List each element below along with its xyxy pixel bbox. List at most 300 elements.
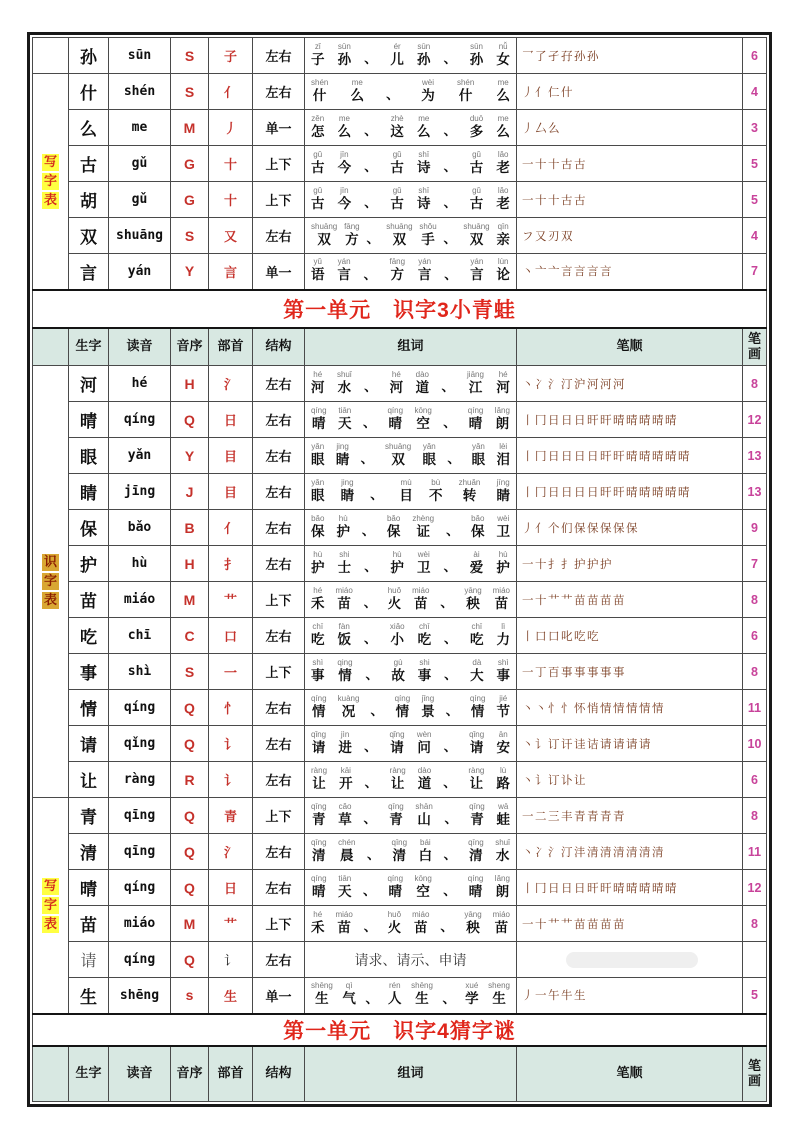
syllable-hanzi: 山 <box>417 811 431 827</box>
alphabetical-initial-cell: M <box>171 110 209 146</box>
syllable-pinyin: yāng <box>464 585 482 595</box>
compound-words-plain: 请求、请示、申请 <box>354 951 467 968</box>
syllable-pinyin: shuāng <box>311 221 338 231</box>
syllable-pinyin: ràng <box>468 765 485 775</box>
radical-cell: 亻 <box>209 510 253 546</box>
syllable-pinyin: me <box>351 77 363 87</box>
structure-cell: 上下 <box>253 582 305 618</box>
syllable-hanzi: 保 <box>471 523 485 539</box>
stroke-order-cell: 一十十古古 <box>517 182 743 218</box>
syllable-pinyin: qíng <box>467 405 484 415</box>
syllable <box>390 767 406 793</box>
syllable-hanzi: 天 <box>338 415 352 431</box>
syllable-pinyin: ràng <box>311 765 328 775</box>
syllable-pinyin: jǐng <box>421 693 435 703</box>
compound-words-cell <box>305 870 517 906</box>
character-cell: 睛 <box>69 474 109 510</box>
alphabetical-initial-cell: s <box>171 978 209 1014</box>
syllable-hanzi: 护 <box>336 523 350 539</box>
stroke-order-cell: 丶讠订讣让 <box>517 762 743 798</box>
syllable <box>311 767 327 793</box>
syllable-hanzi: 清 <box>392 847 407 863</box>
syllable <box>311 479 325 505</box>
syllable <box>495 407 510 433</box>
syllable-hanzi: 情 <box>338 667 352 683</box>
compound-words-cell <box>305 402 517 438</box>
syllable-hanzi: 古 <box>311 195 325 211</box>
syllable <box>496 151 510 177</box>
syllable <box>338 115 352 141</box>
syllable <box>390 43 404 69</box>
syllable-hanzi: 苗 <box>494 595 509 611</box>
syllable <box>497 623 511 649</box>
alphabetical-initial-cell: M <box>171 582 209 618</box>
character-cell: 吃 <box>69 618 109 654</box>
syllable <box>496 731 510 757</box>
word-separator: 、 <box>444 667 458 683</box>
stroke-count-cell: 7 <box>743 546 767 582</box>
pronunciation-cell: chī <box>109 618 171 654</box>
syllable-hanzi: 女 <box>496 51 510 67</box>
syllable-pinyin: lǎng <box>494 873 510 883</box>
syllable <box>471 515 485 541</box>
word-separator: 、 <box>440 595 454 611</box>
pronunciation-cell: gǔ <box>109 146 171 182</box>
syllable-hanzi: 子 <box>311 51 325 67</box>
syllable <box>419 223 436 249</box>
radical-cell: 十 <box>209 146 253 182</box>
syllable-pinyin: me <box>338 113 350 123</box>
vocab-row <box>33 726 767 762</box>
structure-cell: 左右 <box>253 942 305 978</box>
character-cell: 什 <box>69 74 109 110</box>
syllable <box>385 443 411 469</box>
syllable-pinyin: yǎn <box>422 441 436 451</box>
syllable-pinyin: gǔ <box>472 185 481 195</box>
syllable-pinyin: duō <box>469 113 484 123</box>
syllable-hanzi: 朗 <box>495 415 510 431</box>
syllable-hanzi: 小 <box>390 631 405 647</box>
syllable-hanzi: 清 <box>469 847 483 863</box>
syllable <box>496 115 510 141</box>
syllable-pinyin: qing <box>337 657 353 667</box>
compound-words-cell <box>305 762 517 798</box>
structure-cell: 单一 <box>253 254 305 290</box>
syllable <box>338 43 352 69</box>
stroke-count-cell: 11 <box>743 834 767 870</box>
section-title: 第一单元 识字3小青蛙 <box>33 290 767 328</box>
word-separator: 、 <box>364 775 378 791</box>
syllable-hanzi: 蛙 <box>496 811 510 827</box>
syllable-pinyin: gǔ <box>472 149 481 159</box>
syllable-hanzi: 老 <box>496 159 510 175</box>
syllable-pinyin: gǔ <box>392 149 402 159</box>
syllable-hanzi: 眼 <box>422 451 437 467</box>
stroke-count-cell: 11 <box>743 690 767 726</box>
character-cell: 护 <box>69 546 109 582</box>
compound-words <box>311 695 510 721</box>
compound-words-cell <box>305 474 517 510</box>
compound-words <box>311 623 510 649</box>
syllable-pinyin: shi <box>419 657 430 667</box>
syllable-hanzi: 古 <box>311 159 325 175</box>
alphabetical-initial-cell: Q <box>171 690 209 726</box>
section-label-char: 表 <box>43 191 57 207</box>
section-title-row <box>33 1014 767 1046</box>
syllable <box>468 767 484 793</box>
stroke-order-cell <box>517 942 743 978</box>
structure-cell: 上下 <box>253 146 305 182</box>
pronunciation-cell: bǎo <box>109 510 171 546</box>
alphabetical-initial-cell: S <box>171 38 209 74</box>
compound-words <box>311 151 510 177</box>
syllable-hanzi: 情 <box>395 703 410 719</box>
pronunciation-cell: yán <box>109 254 171 290</box>
syllable-hanzi: 水 <box>495 847 510 863</box>
syllable <box>421 79 435 105</box>
section-label <box>33 74 69 290</box>
syllable-pinyin: qì <box>345 981 353 991</box>
syllable <box>311 443 325 469</box>
syllable-hanzi: 晴 <box>388 415 402 431</box>
column-header-4: 部首 <box>209 1046 253 1102</box>
compound-words-cell <box>305 582 517 618</box>
syllable <box>390 371 404 397</box>
radical-cell: 日 <box>209 402 253 438</box>
compound-words-cell <box>305 218 517 254</box>
word-separator: 、 <box>443 51 457 67</box>
syllable <box>386 223 412 249</box>
stroke-count-cell: 9 <box>743 510 767 546</box>
syllable-pinyin: shī <box>418 185 430 195</box>
syllable-pinyin: shuǐ <box>495 837 510 847</box>
stroke-order-cell: 丿亻个们保保保保保 <box>517 510 743 546</box>
syllable-pinyin: miáo <box>412 585 430 595</box>
table-header-row <box>33 1046 767 1102</box>
pronunciation-cell: hé <box>109 366 171 402</box>
syllable <box>390 187 404 213</box>
stroke-order-cell: 丨冂日日日日旰旰晴晴晴晴晴 <box>517 474 743 510</box>
pronunciation-cell: hù <box>109 546 171 582</box>
syllable-pinyin: qíng <box>387 873 404 883</box>
syllable-hanzi: 眼 <box>311 487 325 503</box>
vocab-row <box>33 510 767 546</box>
section-label <box>33 798 69 1014</box>
syllable-hanzi: 什 <box>458 87 473 103</box>
syllable <box>311 151 325 177</box>
structure-cell: 左右 <box>253 438 305 474</box>
compound-words-cell <box>305 978 517 1014</box>
syllable-pinyin: ān <box>498 729 508 739</box>
syllable-hanzi: 朗 <box>495 883 510 899</box>
structure-cell: 左右 <box>253 74 305 110</box>
alphabetical-initial-cell: G <box>171 182 209 218</box>
syllable-hanzi: 事 <box>311 667 325 683</box>
word-separator: 、 <box>446 523 460 539</box>
syllable-hanzi: 古 <box>390 159 404 175</box>
alphabetical-initial-cell: Q <box>171 870 209 906</box>
compound-words-cell <box>305 182 517 218</box>
syllable <box>496 551 510 577</box>
syllable-pinyin: qǐng <box>389 729 405 739</box>
syllable-hanzi: 眼 <box>311 451 325 467</box>
word-separator: 、 <box>441 379 455 395</box>
syllable <box>412 515 434 541</box>
syllable-hanzi: 古 <box>390 195 404 211</box>
syllable-pinyin: wèi <box>417 549 430 559</box>
syllable-pinyin: jīng <box>496 477 510 487</box>
syllable-hanzi: 火 <box>387 595 402 611</box>
word-separator: 、 <box>443 159 457 175</box>
syllable-pinyin: lǎo <box>497 185 509 195</box>
syllable-hanzi: 学 <box>465 991 479 1007</box>
alphabetical-initial-cell: Q <box>171 798 209 834</box>
compound-words-cell <box>305 510 517 546</box>
word-separator: 、 <box>443 847 457 863</box>
syllable-hanzi: 请 <box>311 739 326 755</box>
syllable-pinyin: me <box>497 77 509 87</box>
syllable-pinyin: lǎng <box>494 405 510 415</box>
stroke-count-cell: 5 <box>743 182 767 218</box>
section-title-row <box>33 290 767 328</box>
syllable-pinyin: rén <box>389 981 401 991</box>
watermark-smudge <box>566 952 698 968</box>
syllable-hanzi: 今 <box>337 195 352 211</box>
syllable-hanzi: 大 <box>470 667 484 683</box>
alphabetical-initial-cell: Q <box>171 834 209 870</box>
syllable <box>468 407 484 433</box>
syllable-pinyin: lùn <box>497 257 509 267</box>
syllable-hanzi: 双 <box>392 231 407 247</box>
syllable <box>338 695 360 721</box>
syllable-hanzi: 请 <box>469 739 484 755</box>
stroke-order-cell: 丶讠订讦诖诘请请请请 <box>517 726 743 762</box>
radical-cell: 讠 <box>209 726 253 762</box>
syllable <box>464 587 481 613</box>
compound-words <box>311 223 510 249</box>
syllable <box>311 695 327 721</box>
structure-cell: 左右 <box>253 402 305 438</box>
word-separator: 、 <box>444 267 458 283</box>
syllable-pinyin: gǔ <box>392 185 402 195</box>
syllable-hanzi: 况 <box>341 703 356 719</box>
syllable-pinyin: me <box>497 113 509 123</box>
character-cell: 让 <box>69 762 109 798</box>
syllable-hanzi: 卫 <box>417 559 431 575</box>
word-separator: 、 <box>362 415 376 431</box>
syllable-hanzi: 苗 <box>494 919 509 935</box>
syllable-pinyin: kāi <box>340 765 351 775</box>
syllable <box>387 407 403 433</box>
syllable-hanzi: 吃 <box>417 631 432 647</box>
compound-words <box>311 479 510 505</box>
stroke-count-cell: 3 <box>743 110 767 146</box>
pronunciation-cell: gǔ <box>109 182 171 218</box>
syllable-hanzi: 晨 <box>340 847 354 863</box>
syllable-pinyin: sūn <box>417 41 431 51</box>
word-separator: 、 <box>363 595 377 611</box>
radical-cell: 言 <box>209 254 253 290</box>
column-header-6: 组词 <box>305 328 517 366</box>
syllable-pinyin: qīng <box>311 837 327 847</box>
word-separator: 、 <box>360 451 374 467</box>
syllable-pinyin: shì <box>312 657 324 667</box>
syllable-pinyin: kōng <box>414 873 432 883</box>
stroke-order-cell: 一丁百事事事事事 <box>517 654 743 690</box>
syllable <box>344 223 360 249</box>
vocab-row <box>33 254 767 290</box>
syllable-pinyin: bǎo <box>471 513 485 523</box>
syllable-hanzi: 双 <box>391 451 405 467</box>
compound-words <box>311 875 510 901</box>
syllable <box>417 187 431 213</box>
syllable-hanzi: 睛 <box>335 451 350 467</box>
vocab-row <box>33 978 767 1014</box>
syllable <box>387 875 403 901</box>
syllable-pinyin: hé <box>313 909 323 919</box>
page-frame <box>27 32 772 1107</box>
vocab-row <box>33 546 767 582</box>
stroke-order-cell: フ又刃双 <box>517 218 743 254</box>
syllable <box>341 479 355 505</box>
stroke-order-cell: 丨口口叱吃吃 <box>517 618 743 654</box>
pronunciation-cell: qíng <box>109 402 171 438</box>
syllable <box>311 587 325 613</box>
syllable <box>417 115 431 141</box>
syllable-pinyin: qǐng <box>311 729 327 739</box>
radical-cell: 忄 <box>209 690 253 726</box>
syllable-pinyin: fāng <box>389 257 406 267</box>
radical-cell: 氵 <box>209 366 253 402</box>
stroke-order-cell: 丶亠亠言言言言 <box>517 254 743 290</box>
syllable <box>390 551 404 577</box>
syllable <box>335 587 352 613</box>
syllable <box>388 803 404 829</box>
syllable-hanzi: 这 <box>390 123 404 139</box>
stroke-count-cell: 6 <box>743 762 767 798</box>
syllable-pinyin: dào <box>417 765 432 775</box>
syllable-hanzi: 孙 <box>417 51 431 67</box>
syllable-hanzi: 草 <box>338 811 352 827</box>
compound-words-cell <box>305 654 517 690</box>
vocab-table-body <box>33 38 767 1102</box>
character-cell: 孙 <box>69 38 109 74</box>
syllable <box>338 875 352 901</box>
syllable-pinyin: gù <box>393 657 403 667</box>
syllable-pinyin: fāng <box>344 221 360 231</box>
word-separator: 、 <box>365 667 379 683</box>
syllable-pinyin: miáo <box>492 585 510 595</box>
syllable-pinyin: qíng <box>311 405 327 415</box>
syllable-hanzi: 事 <box>417 667 432 683</box>
syllable-pinyin: yǎn <box>311 441 325 451</box>
stroke-order-cell: 一二三丰青青青青 <box>517 798 743 834</box>
column-header-6: 组词 <box>305 1046 517 1102</box>
structure-cell: 上下 <box>253 798 305 834</box>
syllable-pinyin: sūn <box>470 41 483 51</box>
syllable <box>470 258 484 284</box>
syllable-hanzi: 生 <box>415 991 429 1007</box>
syllable-pinyin: qíng <box>394 693 411 703</box>
compound-words-cell <box>305 366 517 402</box>
section-label-char: 字 <box>43 896 57 912</box>
syllable <box>336 515 350 541</box>
syllable-hanzi: 老 <box>496 195 510 211</box>
radical-cell: 丿 <box>209 110 253 146</box>
syllable-hanzi: 让 <box>390 775 405 791</box>
syllable-pinyin: ràng <box>389 765 406 775</box>
syllable <box>463 223 489 249</box>
stroke-count-cell: 4 <box>743 74 767 110</box>
syllable <box>388 982 402 1008</box>
syllable-pinyin: shén <box>311 77 329 87</box>
syllable-pinyin: huǒ <box>387 585 402 595</box>
syllable-hanzi: 天 <box>338 883 352 899</box>
syllable-hanzi: 目 <box>399 487 413 503</box>
character-cell: 请 <box>69 942 109 978</box>
table-header-row <box>33 328 767 366</box>
syllable-pinyin: wā <box>498 801 509 811</box>
syllable <box>311 839 327 865</box>
stroke-count-cell: 4 <box>743 218 767 254</box>
syllable-hanzi: 晴 <box>468 415 483 431</box>
syllable-hanzi: 儿 <box>390 51 404 67</box>
syllable-pinyin: chī <box>418 621 430 631</box>
syllable-hanzi: 护 <box>496 559 510 575</box>
syllable <box>311 875 327 901</box>
syllable-hanzi: 力 <box>496 631 510 647</box>
word-separator: 、 <box>364 123 378 139</box>
syllable-pinyin: hé <box>313 369 323 379</box>
stroke-order-cell: 一十艹艹苗苗苗苗 <box>517 582 743 618</box>
syllable-hanzi: 吃 <box>470 631 484 647</box>
word-separator: 、 <box>442 991 456 1007</box>
syllable <box>418 258 432 284</box>
syllable-pinyin: lèi <box>499 441 508 451</box>
stroke-count-cell: 8 <box>743 654 767 690</box>
compound-words <box>311 187 510 213</box>
syllable-pinyin: ài <box>473 549 480 559</box>
pronunciation-cell: me <box>109 110 171 146</box>
compound-words <box>311 43 510 69</box>
compound-words-cell <box>305 254 517 290</box>
stroke-count-cell: 8 <box>743 582 767 618</box>
vocab-row <box>33 438 767 474</box>
syllable <box>399 479 413 505</box>
syllable-pinyin: gǔ <box>313 185 323 195</box>
syllable <box>496 479 510 505</box>
syllable <box>470 551 484 577</box>
character-cell: 苗 <box>69 906 109 942</box>
syllable-pinyin: sūn <box>337 41 351 51</box>
syllable-hanzi: 让 <box>469 775 484 791</box>
syllable-hanzi: 言 <box>470 267 484 283</box>
compound-words <box>311 911 510 937</box>
syllable <box>390 623 405 649</box>
syllable-hanzi: 什 <box>312 87 327 103</box>
stroke-order-cell: 丿厶么 <box>517 110 743 146</box>
syllable-hanzi: 开 <box>339 775 353 791</box>
pronunciation-cell: shuāng <box>109 218 171 254</box>
syllable-pinyin: ér <box>393 41 401 51</box>
syllable-hanzi: 不 <box>428 487 443 503</box>
syllable-hanzi: 古 <box>469 159 484 175</box>
syllable-hanzi: 空 <box>416 415 430 431</box>
word-separator: 、 <box>364 739 378 755</box>
pronunciation-cell: miáo <box>109 582 171 618</box>
vocab-row <box>33 74 767 110</box>
syllable <box>391 659 405 685</box>
